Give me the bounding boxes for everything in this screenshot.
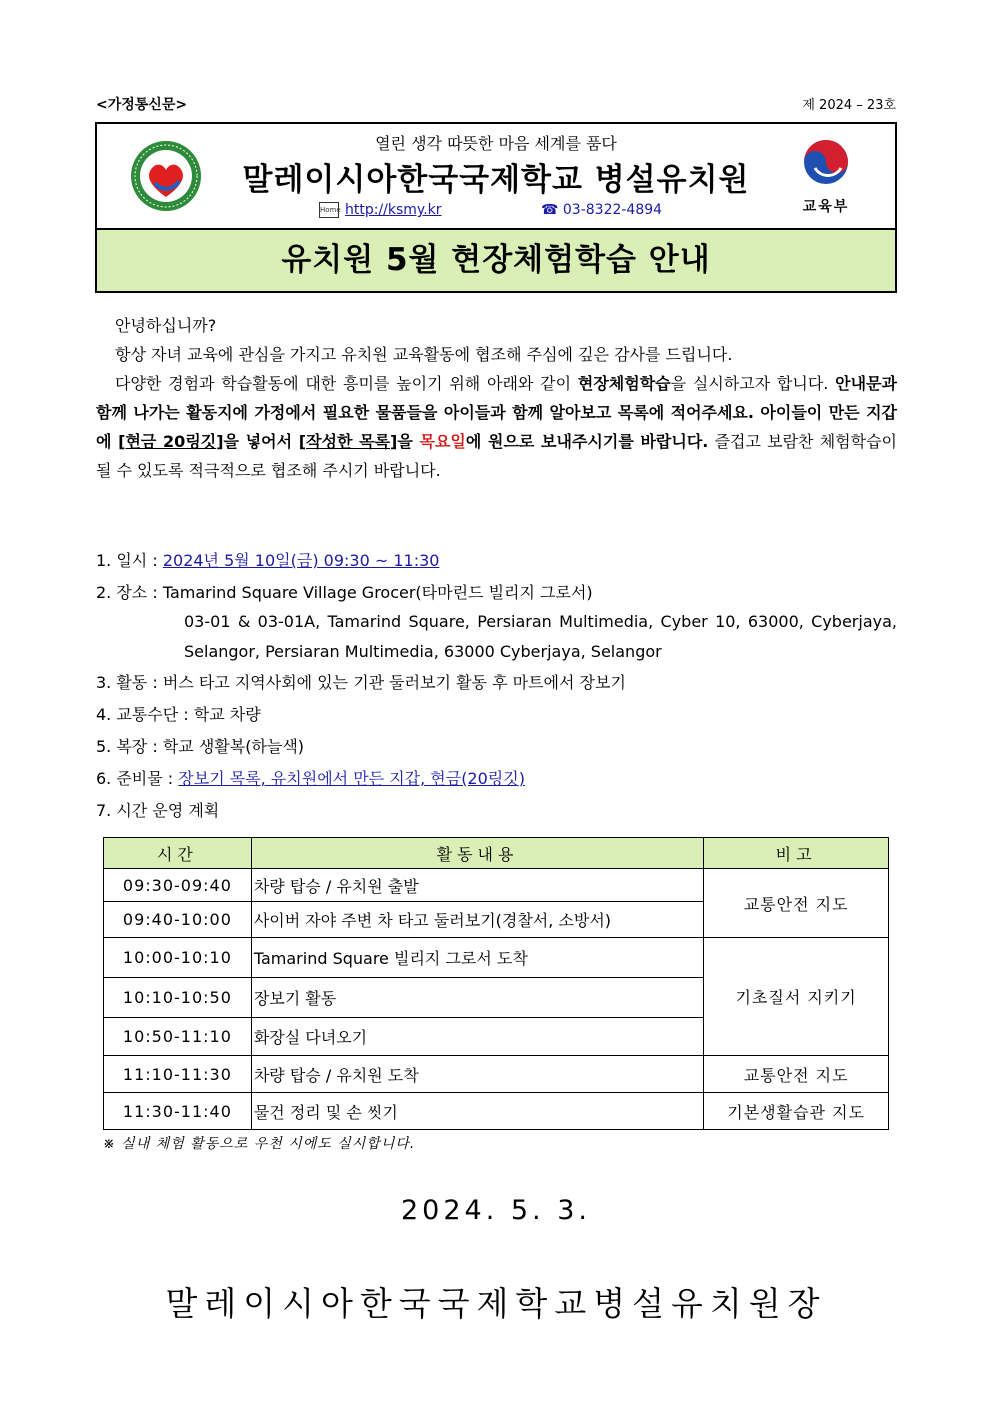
row-note: 기본생활습관 지도: [704, 1093, 889, 1130]
item-transport-label: 4. 교통수단 :: [96, 705, 194, 724]
row-time: 10:00-10:10: [104, 938, 252, 978]
table-row: [104, 1056, 889, 1093]
school-url-link[interactable]: http://ksmy.kr: [345, 202, 442, 218]
home-icon: Home: [319, 202, 339, 218]
row-activity: 물건 정리 및 손 씻기: [251, 1093, 703, 1130]
para-thursday: 목요일: [419, 432, 466, 451]
document-title: 유치원 5월 현장체험학습 안내: [97, 230, 895, 291]
row-activity: 장보기 활동: [251, 978, 703, 1018]
row-time: 10:10-10:50: [104, 978, 252, 1018]
row-activity: 사이버 자야 주변 차 타고 둘러보기(경찰서, 소방서): [251, 902, 703, 938]
item-date-value: 2024년 5월 10일(금) 09:30 ~ 11:30: [162, 551, 440, 570]
para-text-j: 에 원으로 보내주시기를 바랍니다.: [465, 432, 709, 451]
row-activity: Tamarind Square 빌리지 그로서 도착: [251, 938, 703, 978]
item-dress-value: 학교 생활복(하늘색): [162, 737, 305, 756]
para-list: 작성한 목록: [306, 432, 391, 451]
info-list: [96, 0, 897, 830]
header-note: 비고: [704, 838, 889, 869]
schedule-table: [103, 837, 889, 1130]
para-text-a: 다양한 경험과 학습활동에 대한 흥미를 높이기 위해 아래와 같이: [115, 374, 578, 393]
para-text-k: 즐겁고 보람찬 체험학습이 될 수 있도록 적극적으로 협조해 주시기 바랍니다.: [96, 432, 897, 480]
item-supplies-value: 장보기 목록, 유치원에서 만든 지갑, 현금(20링깃): [178, 769, 525, 788]
row-time: 11:30-11:40: [104, 1093, 252, 1130]
school-name: 말레이시아한국국제학교 병설유치원: [242, 162, 750, 198]
table-row: [104, 869, 889, 902]
row-activity: 차량 탑승 / 유치원 출발: [251, 869, 703, 902]
school-slogan: 열린 생각 따뜻한 마음 세계를 품다: [375, 134, 617, 153]
signature: 말레이시아한국국제학교병설유치원장: [165, 1284, 827, 1323]
row-time: 09:40-10:00: [104, 902, 252, 938]
header-activity: 활동내용: [251, 838, 703, 869]
issue-date: 2024. 5. 3.: [401, 1195, 591, 1226]
item-dress-label: 5. 복장 :: [96, 737, 163, 756]
item-date-label: 1. 일시 :: [96, 551, 163, 570]
ministry-name: 교육부: [802, 199, 850, 215]
item-activity: [96, 670, 626, 693]
item-activity-label: 3. 활동 :: [96, 673, 163, 692]
para-text-h: ]을: [390, 432, 420, 451]
item-place-label: 2. 장소 :: [96, 583, 163, 602]
item-supplies: [96, 766, 525, 789]
header-time: 시간: [104, 838, 252, 869]
greeting-line-2: 항상 자녀 교육에 관심을 가지고 유치원 교육활동에 협조해 주심에 깊은 감사를 드립니다.: [115, 345, 733, 364]
para-text-f: ]을 넣어서 [: [216, 432, 307, 451]
para-text-c: 을 실시하고자 합니다.: [670, 374, 836, 393]
row-activity: 차량 탑승 / 유치원 도착: [251, 1056, 703, 1093]
row-note: 기초질서 지키기: [704, 938, 889, 1056]
footnote: ※ 실내 체험 활동으로 우천 시에도 실시합니다.: [103, 1136, 416, 1152]
para-request: 안내문과 함께 나가는 활동지에 가정에서 필요한 물품들을 아이들과 함께 알아보고 목록에 적어주세요. 아이들이 만든 지갑에 [: [96, 374, 897, 451]
item-place-address: 03-01 & 03-01A, Tamarind Square, Persiaran Multimedia, Cyber 10, 63000, Cyberjaya, Selangor, Persiaran Multimedia, 63000 Cyberjaya, Selangor: [184, 612, 897, 661]
item-dress: [96, 734, 304, 757]
row-time: 10:50-11:10: [104, 1018, 252, 1056]
para-field-trip: 현장체험학습: [577, 374, 671, 393]
item-schedule-heading: 7. 시간 운영 계획: [96, 801, 220, 820]
item-supplies-label: 6. 준비물 :: [96, 769, 179, 788]
row-time: 11:10-11:30: [104, 1056, 252, 1093]
row-note: 교통안전 지도: [704, 1056, 889, 1093]
row-note: 교통안전 지도: [704, 869, 889, 938]
table-header-row: [104, 838, 889, 869]
table-row: [104, 1093, 889, 1130]
document-category: <가정통신문>: [96, 97, 188, 113]
item-place-value: Tamarind Square Village Grocer(타마린드 빌리지 그로서): [162, 583, 593, 602]
item-activity-value: 버스 타고 지역사회에 있는 기관 둘러보기 활동 후 마트에서 장보기: [162, 673, 626, 692]
item-place: [96, 580, 593, 603]
table-row: [104, 938, 889, 978]
school-phone: ☎ 03-8322-4894: [541, 202, 663, 218]
issue-number: 제 2024 – 23호: [802, 98, 896, 113]
para-cash: 현금 20링깃: [125, 432, 217, 451]
greeting-line-1: 안녕하십니까?: [115, 316, 217, 335]
item-date: [96, 548, 439, 571]
row-activity: 화장실 다녀오기: [251, 1018, 703, 1056]
item-transport-value: 학교 차량: [193, 705, 261, 724]
row-time: 09:30-09:40: [104, 869, 252, 902]
item-transport: [96, 702, 261, 725]
